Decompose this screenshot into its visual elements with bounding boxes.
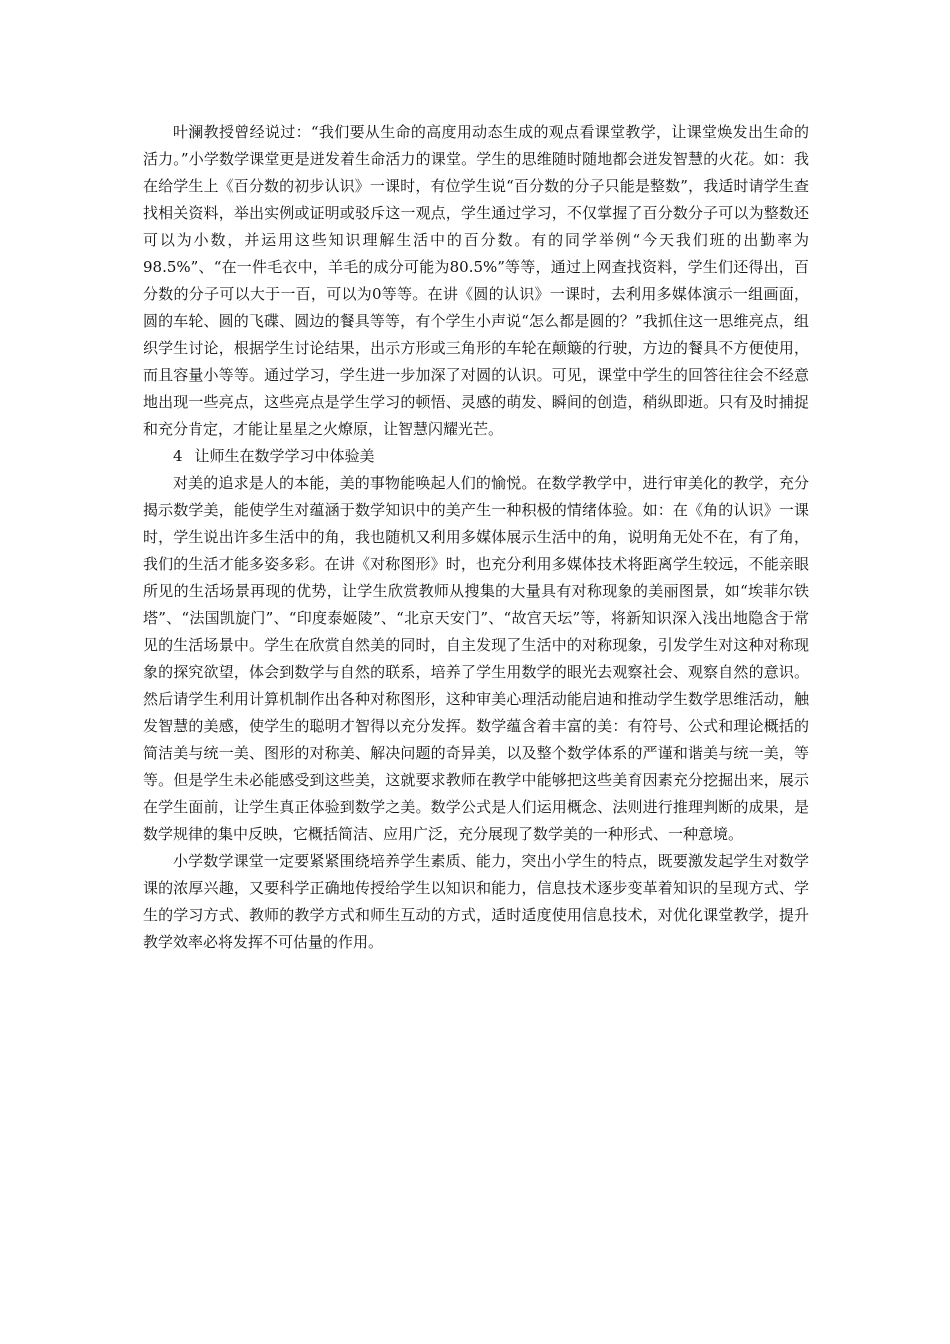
- paragraph-conclusion: 小学数学课堂一定要紧紧围绕培养学生素质、能力，突出小学生的特点，既要激发起学生对数学课的浓厚兴趣，又要科学正确地传授给学生以知识和能力，信息技术逐步变革着知识的呈现方式、学生的学习方式、教师的教学方式和师生互动的方式，适时适度使用信息技术，对优化课堂教学，提升教学效率必将发挥不可估量的作用。: [143, 852, 809, 951]
- document-page: [143, 119, 809, 956]
- section-number: 4: [173, 447, 183, 465]
- paragraph-math-beauty: 对美的追求是人的本能，美的事物能唤起人们的愉悦。在数学教学中，进行审美化的教学，充分揭示数学美，能使学生对蕴涵于数学知识中的美产生一种积极的情绪体验。如：在《角的认识》一课时，学生说出许多生活中的角，我也随机又利用多媒体展示生活中的角，说明角无处不在，有了角，我们的生活才能多姿多彩。在讲《对称图形》时，也充分利用多媒体技术将距离学生较远，不能亲眼所见的生活场景再现的优势，让学生欣赏教师从搜集的大量具有对称现象的美丽图景，如“埃菲尔铁塔”、“法国凯旋门”、“印度泰姬陵”、“北京天安门”、“故宫天坛”等，将新知识深入浅出地隐含于常见的生活场景中。学生在欣赏自然美的同时，自主发现了生活中的对称现象，引发学生对这种对称现象的探究欲望，体会到数学与自然的联系，培养了学生用数学的眼光去观察社会、观察自然的意识。然后请学生利用计算机制作出各种对称图形，这种审美心理活动能启迪和推动学生数学思维活动，触发智慧的美感，使学生的聪明才智得以充分发挥。数学蕴含着丰富的美：有符号、公式和理论概括的简洁美与统一美、图形的对称美、解决问题的奇异美，以及整个数学体系的严谨和谐美与统一美，等等。但是学生未必能感受到这些美，这就要求教师在教学中能够把这些美育因素充分挖掘出来，展示在学生面前，让学生真正体验到数学之美。数学公式是人们运用概念、法则进行推理判断的成果，是数学规律的集中反映，它概括简洁、应用广泛，充分展现了数学美的一种形式、一种意境。: [143, 474, 809, 843]
- section-heading-4: [143, 443, 809, 470]
- paragraph-classroom-vitality: 叶澜教授曾经说过：“我们要从生命的高度用动态生成的观点看课堂教学，让课堂焕发出生命的活力。”小学数学课堂更是迸发着生命活力的课堂。学生的思维随时随地都会迸发智慧的火花。如：我在给学生上《百分数的初步认识》一课时，有位学生说“百分数的分子只能是整数”，我适时请学生查找相关资料，举出实例或证明或驳斥这一观点，学生通过学习，不仅掌握了百分数分子可以为整数还可以为小数，并运用这些知识理解生活中的百分数。有的同学举例“今天我们班的出勤率为98.5%”、“在一件毛衣中，羊毛的成分可能为80.5%”等等，通过上网查找资料，学生们还得出，百分数的分子可以大于一百，可以为0等等。在讲《圆的认识》一课时，去利用多媒体演示一组画面，圆的车轮、圆的飞碟、圆边的餐具等等，有个学生小声说“怎么都是圆的？”我抓住这一思维亮点，组织学生讨论，根据学生讨论结果，出示方形或三角形的车轮在颠簸的行驶，方边的餐具不方便使用，而且容量小等等。通过学习，学生进一步加深了对圆的认识。可见，课堂中学生的回答往往会不经意地出现一些亮点，这些亮点是学生学习的顿悟、灵感的萌发、瞬间的创造，稍纵即逝。只有及时捕捉和充分肯定，才能让星星之火燎原，让智慧闪耀光芒。: [143, 123, 809, 438]
- section-title: 让师生在数学学习中体验美: [194, 447, 375, 465]
